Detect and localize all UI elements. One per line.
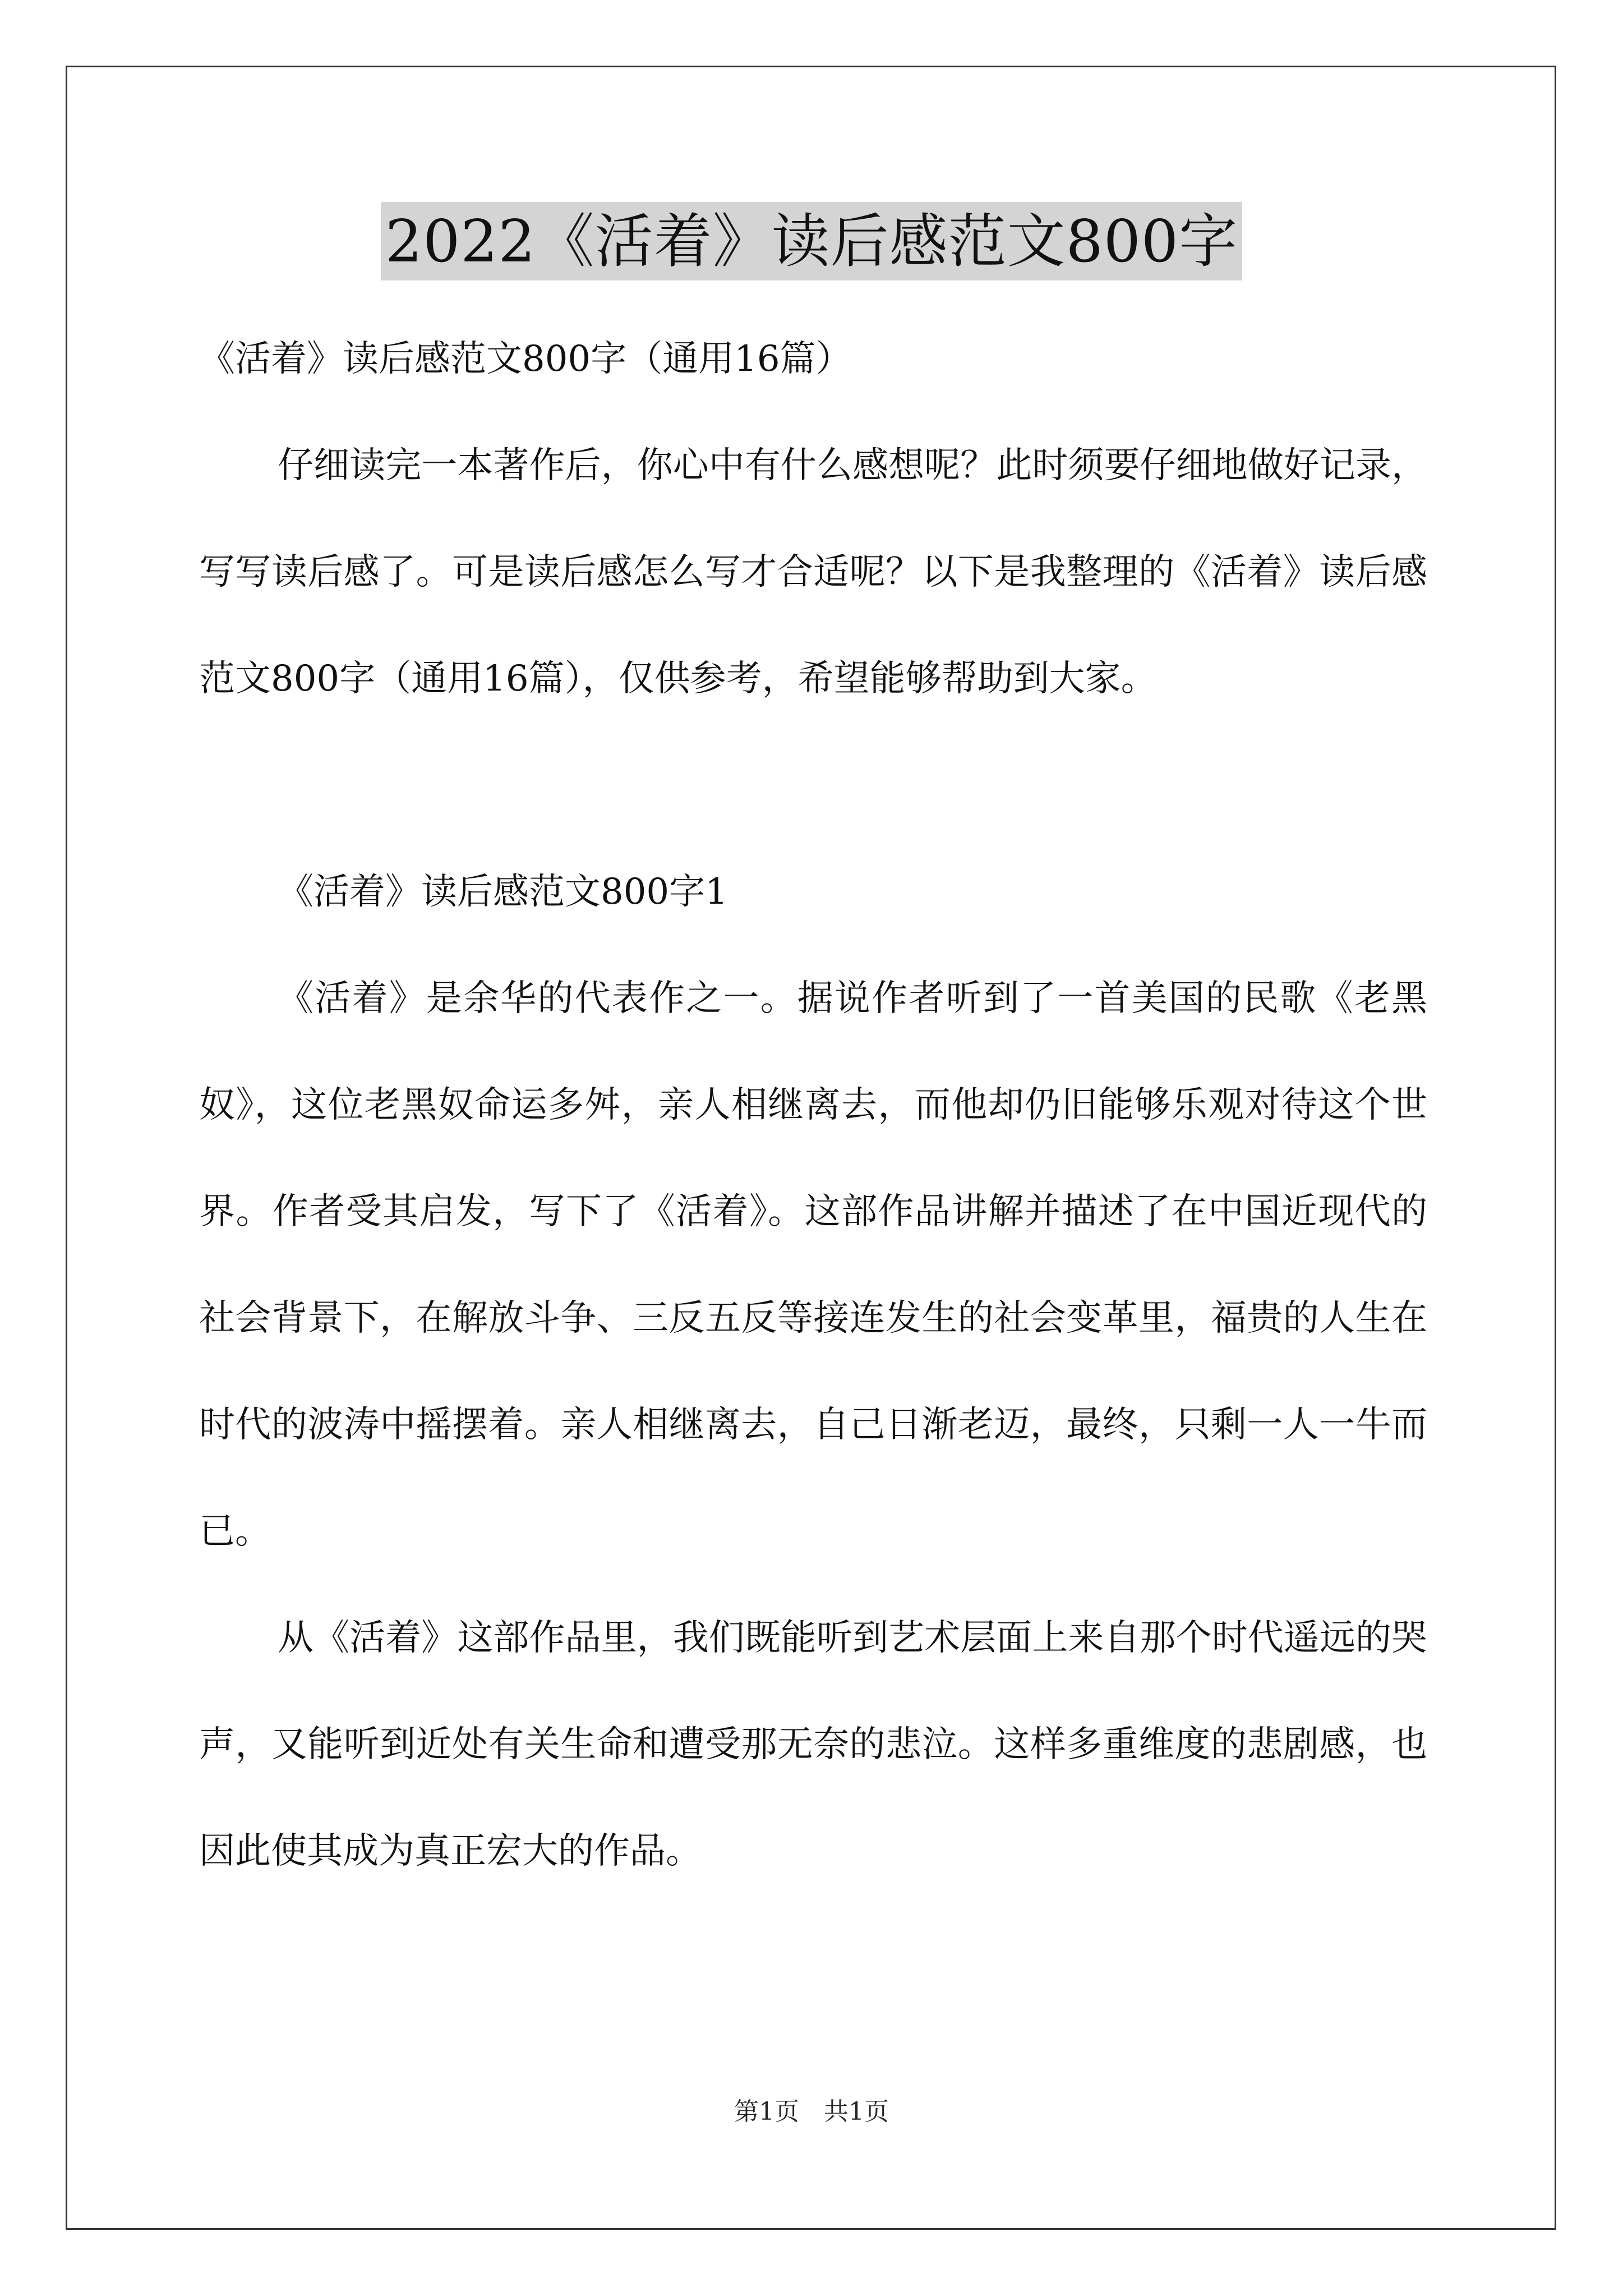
title-area <box>0 202 1623 280</box>
blank-line <box>199 732 1427 839</box>
intro-paragraph: 仔细读完一本著作后，你心中有什么感想呢？此时须要仔细地做好记录，写写读后感了。可是读后感怎么写才合适呢？以下是我整理的《活着》读后感范文800字（通用16篇），仅供参考，希望能够帮助到大家。 <box>199 445 1427 700</box>
document-subtitle: 《活着》读后感范文800字（通用16篇） <box>199 338 852 380</box>
section-heading: 《活着》读后感范文800字1 <box>278 871 728 913</box>
page-footer: 第1页 共1页 <box>734 2097 889 2126</box>
body-paragraph-2: 从《活着》这部作品里，我们既能听到艺术层面上来自那个时代遥远的哭声，又能听到近处有关生命和遭受那无奈的悲泣。这样多重维度的悲剧感，也因此使其成为真正宏大的作品。 <box>199 1617 1427 1872</box>
body-paragraph-1: 《活着》是余华的代表作之一。据说作者听到了一首美国的民歌《老黑奴》，这位老黑奴命运多舛，亲人相继离去，而他却仍旧能够乐观对待这个世界。作者受其启发，写下了《活着》。这部作品讲解并描述了在中国近现代的社会背景下，在解放斗争、三反五反等接连发生的社会变革里，福贵的人生在时代的波涛中摇摆着。亲人相继离去，自己日渐老迈，最终，只剩一人一牛而已。 <box>199 978 1427 1552</box>
document-title: 2022《活着》读后感范文800字 <box>381 202 1242 280</box>
document-body <box>199 306 1427 1904</box>
